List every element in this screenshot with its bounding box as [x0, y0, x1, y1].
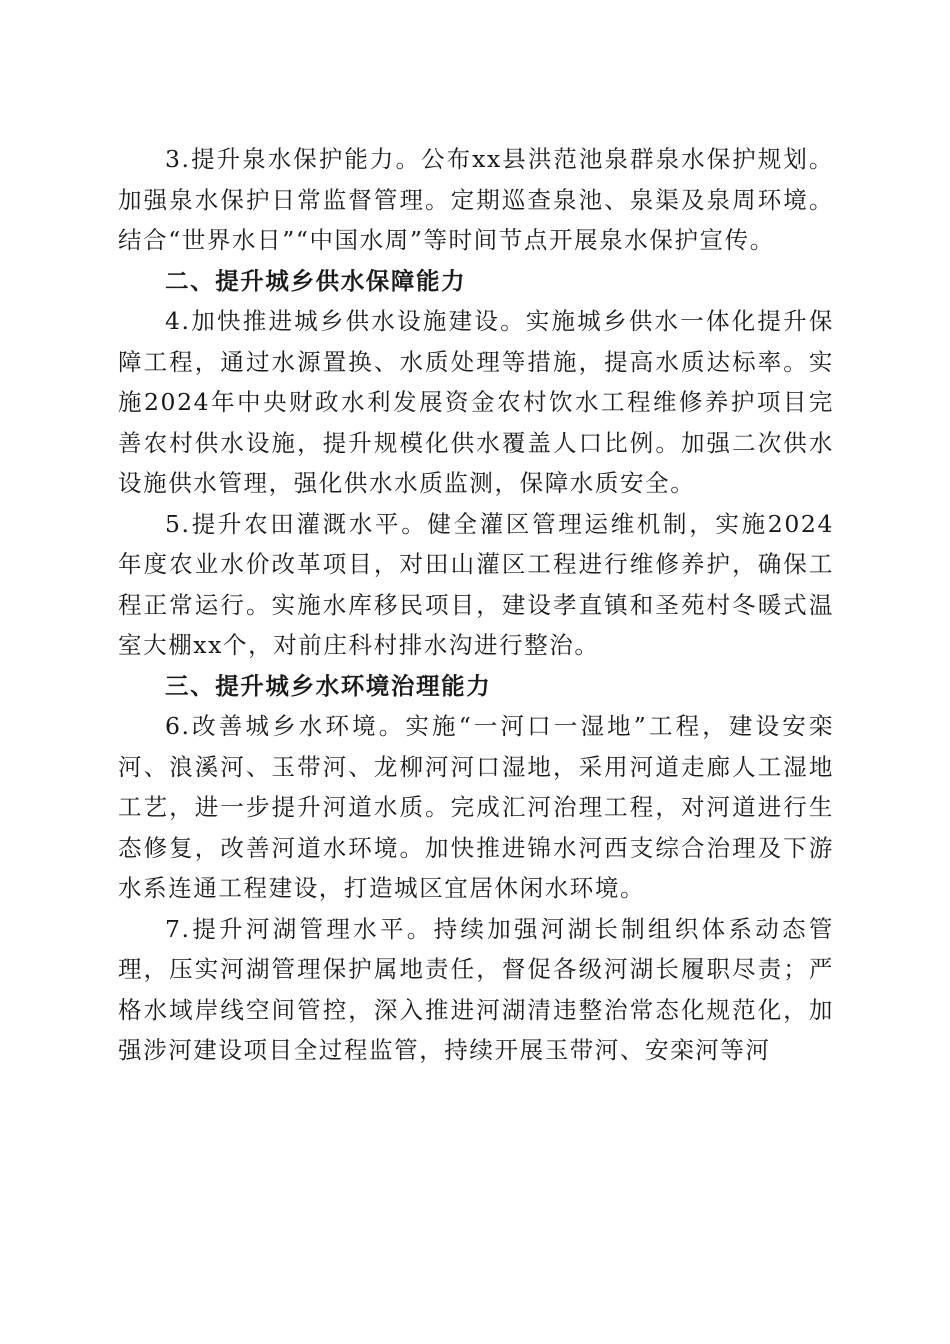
paragraph-water-supply-facilities: 4.加快推进城乡供水设施建设。实施城乡供水一体化提升保障工程，通过水源置换、水质处理等措施，提高水质达标率。实施2024年中央财政水利发展资金农村饮水工程维修养护项目完善农村供水设施，提升规模化供水覆盖人口比例。加强二次供水设施供水管理，强化供水水质监测，保障水质安全。	[118, 307, 834, 497]
document-body	[118, 139, 834, 1071]
paragraph-spring-protection: 3.提升泉水保护能力。公布xx县洪范池泉群泉水保护规划。加强泉水保护日常监督管理。定期巡查泉池、泉渠及泉周环境。结合“世界水日”“中国水周”等时间节点开展泉水保护宣传。	[118, 145, 834, 254]
paragraph-irrigation: 5.提升农田灌溉水平。健全灌区管理运维机制，实施2024年度农业水价改革项目，对田山灌区工程进行维修养护，确保工程正常运行。实施水库移民项目，建设孝直镇和圣苑村冬暖式温室大棚xx个，对前庄科村排水沟进行整治。	[118, 509, 834, 659]
paragraph-river-lake-management: 7.提升河湖管理水平。持续加强河湖长制组织体系动态管理，压实河湖管理保护属地责任，督促各级河湖长履职尽责；严格水域岸线空间管控，深入推进河湖清违整治常态化规范化，加强涉河建设项目全过程监管，持续开展玉带河、安栾河等河	[118, 914, 834, 1064]
paragraph-water-environment: 6.改善城乡水环境。实施“一河口一湿地”工程，建设安栾河、浪溪河、玉带河、龙柳河河口湿地，采用河道走廊人工湿地工艺，进一步提升河道水质。完成汇河治理工程，对河道进行生态修复，改善河道水环境。加快推进锦水河西支综合治理及下游水系连通工程建设，打造城区宜居休闲水环境。	[118, 712, 834, 902]
section-heading-water-supply: 二、提升城乡供水保障能力	[165, 266, 467, 295]
section-heading-water-environment: 三、提升城乡水环境治理能力	[165, 671, 492, 700]
